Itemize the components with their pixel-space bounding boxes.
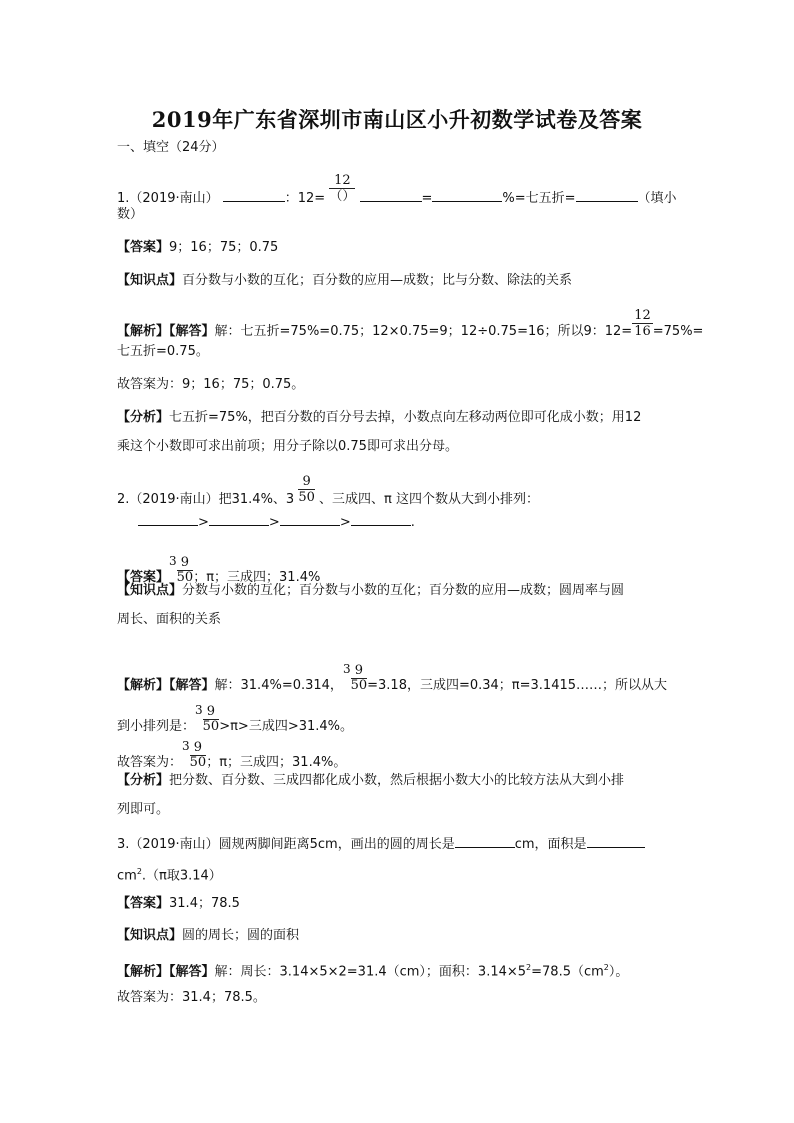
fraction: $\frac{9}{50}$ xyxy=(298,474,315,505)
question-3: 3.（2019·南山）圆规两脚间距离5cm，画出的圆的周长是 cm，面积是 xyxy=(117,834,645,853)
fraction: $\frac{12}{()}$ xyxy=(329,173,356,204)
q2-review: 【分析】把分数、百分数、三成四都化成小数，然后根据小数大小的比较方法从大到小排 xyxy=(117,773,625,788)
q1-prefix: 1.（2019·南山） xyxy=(117,191,219,206)
q1-final: 故答案为：9；16；75；0.75。 xyxy=(117,377,305,392)
q1-review-cont: 乘这个小数即可求出前项；用分子除以0.75即可求出分母。 xyxy=(117,439,458,454)
question-2: 2.（2019·南山）把31.4%、3 $\frac{9}{50}$ 、三成四、π 这四个数从大到小排列： xyxy=(117,474,539,507)
q2-review-cont: 列即可。 xyxy=(117,802,170,817)
q2-analysis-cont: 到小排列是：3 $\frac{9}{50}$ >π>三成四>31.4%。 xyxy=(117,703,354,734)
q1-analysis: 【解析】【解答】解：七五折=75%=0.75；12×0.75=9；12÷0.75=16；所以9：12= $\frac{12}{16}$ =75%= xyxy=(117,308,704,339)
q2-analysis: 【解析】【解答】解：31.4%=0.314，3 $\frac{9}{50}$ =3.18，三成四=0.34；π=3.1415……；所以从大 xyxy=(117,662,668,693)
blank xyxy=(360,188,422,202)
blank xyxy=(576,188,638,202)
q1-ratio: ：12= xyxy=(284,191,326,206)
q1-answer: 【答案】9；16；75；0.75 xyxy=(117,240,279,255)
q1-analysis-cont: 七五折=0.75。 xyxy=(117,344,209,359)
q2-knowledge: 【知识点】分数与小数的互化；百分数与小数的互化；百分数的应用—成数；圆周率与圆 xyxy=(117,583,625,598)
page-title: 2019年广东省深圳市南山区小升初数学试卷及答案 xyxy=(151,107,643,132)
q3-knowledge: 【知识点】圆的周长；圆的面积 xyxy=(117,928,300,943)
question-1: 1.（2019·南山） ：12= $\frac{12}{()}$ = %=七五折= （填小 xyxy=(117,173,677,206)
blank xyxy=(432,188,502,202)
q1-suffix: 数） xyxy=(117,207,144,222)
blank xyxy=(223,188,285,202)
q2-final: 故答案为：3 $\frac{9}{50}$ ；π；三成四；31.4%。 xyxy=(117,739,347,770)
fraction: $\frac{12}{16}$ xyxy=(634,308,651,339)
q1-knowledge: 【知识点】百分数与小数的互化；百分数的应用—成数；比与分数、除法的关系 xyxy=(117,273,573,288)
q1-review: 【分析】七五折=75%，把百分数的百分号去掉，小数点向左移动两位即可化成小数；用12 xyxy=(117,410,642,425)
q2-blanks: > > > . xyxy=(138,512,415,531)
q3-cont: $cm^2.(\pi$取3.14） xyxy=(117,867,222,884)
mixed-number: 3 $\frac{9}{50}$ xyxy=(169,554,194,585)
q2-answer: 【答案】3 $\frac{9}{50}$ ；π；三成四；31.4% xyxy=(117,554,321,585)
section-heading: 一、填空（24分） xyxy=(117,140,225,155)
q3-final: 故答案为：31.4；78.5。 xyxy=(117,990,266,1005)
q3-answer: 【答案】31.4；78.5 xyxy=(117,896,240,911)
q3-analysis: 【解析】【解答】解：周长：3.14×5×2=31.4（cm）；面积：$3.14\times 5^2=78.5(cm^2)$。 xyxy=(117,963,629,980)
q2-knowledge-cont: 周长、面积的关系 xyxy=(117,612,222,627)
